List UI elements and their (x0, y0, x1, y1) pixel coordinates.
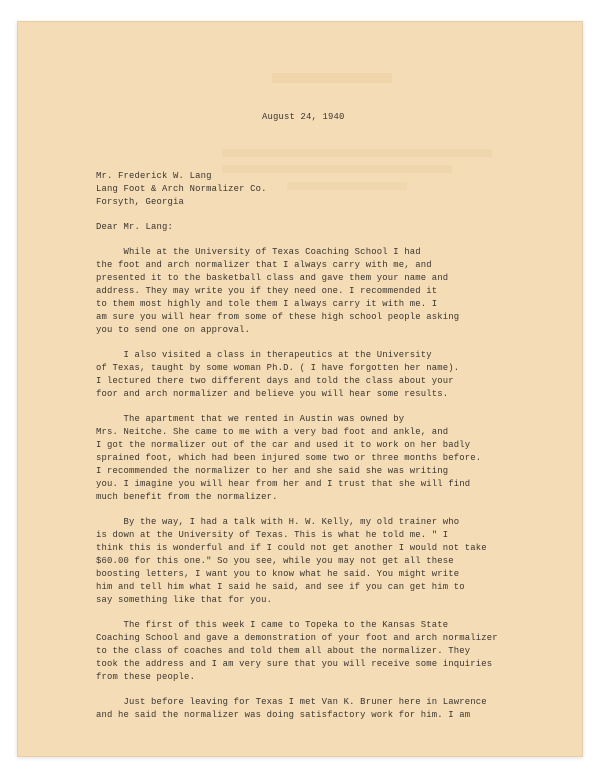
paragraph-4-line: $60.00 for this one." So you see, while you may not get all these (96, 556, 454, 566)
paragraph-1-line: presented it to the basketball class and gave them your name and (96, 273, 449, 283)
paragraph-2-line: of Texas, taught by some woman Ph.D. ( I have forgotten her name). (96, 363, 460, 373)
paragraph-5-line: took the address and I am very sure that you will receive some inquiries (96, 659, 493, 669)
recipient-company: Lang Foot & Arch Normalizer Co. (96, 184, 267, 194)
paragraph-2-line: foor and arch normalizer and believe you will hear some results. (96, 389, 449, 399)
paragraph-1-line: to them most highly and tole them I always carry it with me. I (96, 299, 438, 309)
paragraph-4-line: By the way, I had a talk with H. W. Kelly, my old trainer who (96, 517, 460, 527)
paragraph-1-line: the foot and arch normalizer that I always carry with me, and (96, 260, 432, 270)
bleed-through-mark (287, 182, 407, 190)
paragraph-5-line: to the class of coaches and told them all about the normalizer. They (96, 646, 471, 656)
paragraph-4-line: him and tell him what I said he said, and see if you can get him to (96, 582, 465, 592)
recipient-name: Mr. Frederick W. Lang (96, 171, 212, 181)
paragraph-5-line: Coaching School and gave a demonstration of your foot and arch normalizer (96, 633, 498, 643)
paragraph-2-line: I also visited a class in therapeutics at the University (96, 350, 432, 360)
paragraph-3-line: The apartment that we rented in Austin was owned by (96, 414, 405, 424)
paragraph-1-line: address. They may write you if they need one. I recommended it (96, 286, 438, 296)
letter-date: August 24, 1940 (262, 112, 345, 122)
paragraph-1-line: you to send one on approval. (96, 325, 251, 335)
paragraph-5-line: The first of this week I came to Topeka to the Kansas State (96, 620, 449, 630)
paragraph-3-line: you. I imagine you will hear from her and I trust that she will find (96, 479, 471, 489)
bleed-through-mark (272, 73, 392, 83)
paragraph-1-line: While at the University of Texas Coaching School I had (96, 247, 421, 257)
salutation: Dear Mr. Lang: (96, 222, 174, 232)
paragraph-5-line: from these people. (96, 672, 196, 682)
recipient-location: Forsyth, Georgia (96, 197, 185, 207)
paragraph-1-line: am sure you will hear from some of these high school people asking (96, 312, 460, 322)
paragraph-4-line: say something like that for you. (96, 595, 273, 605)
paragraph-4-line: think this is wonderful and if I could not get another I would not take (96, 543, 487, 553)
paragraph-3-line: sprained foot, which had been injured some two or three months before. (96, 453, 482, 463)
paragraph-3-line: much benefit from the normalizer. (96, 492, 278, 502)
paragraph-6-line: Just before leaving for Texas I met Van K. Bruner here in Lawrence (96, 697, 487, 707)
paragraph-4-line: is down at the University of Texas. This is what he told me. " I (96, 530, 449, 540)
bleed-through-mark (222, 149, 492, 157)
paragraph-3-line: Mrs. Neitche. She came to me with a very bad foot and ankle, and (96, 427, 449, 437)
paragraph-2-line: I lectured there two different days and told the class about your (96, 376, 454, 386)
paragraph-3-line: I got the normalizer out of the car and used it to work on her badly (96, 440, 471, 450)
letter-page (17, 21, 583, 757)
bleed-through-mark (222, 165, 452, 173)
paragraph-6-line: and he said the normalizer was doing satisfactory work for him. I am (96, 710, 471, 720)
paragraph-4-line: boosting letters, I want you to know what he said. You might write (96, 569, 460, 579)
paragraph-3-line: I recommended the normalizer to her and she said she was writing (96, 466, 449, 476)
